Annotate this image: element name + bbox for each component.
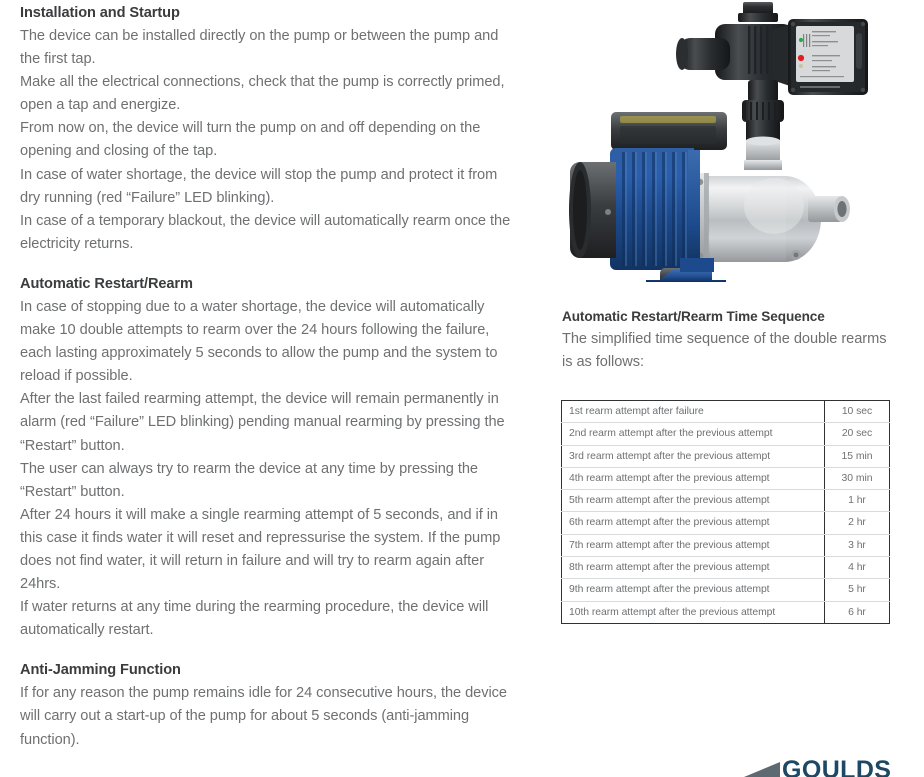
attempt-label-cell: 7th rearm attempt after the previous attempt [562, 534, 825, 556]
rearm-time-sequence-table-container [561, 400, 890, 624]
attempt-label-cell: 6th rearm attempt after the previous attempt [562, 512, 825, 534]
attempt-label-cell: 4th rearm attempt after the previous attempt [562, 467, 825, 489]
table-row [562, 557, 890, 579]
goulds-triangle-mark-icon [744, 762, 780, 777]
right-text-column [562, 308, 892, 375]
attempt-delay-cell: 1 hr [825, 490, 890, 512]
paragraph: Make all the electrical connections, check that the pump is correctly primed, open a tap and energize. [20, 74, 505, 114]
section-heading-automatic-restart-rearm-time-sequence: Automatic Restart/Rearm Time Sequence [562, 309, 825, 324]
attempt-label-cell: 2nd rearm attempt after the previous attempt [562, 423, 825, 445]
section-anti-jamming-function [20, 661, 520, 751]
left-text-column [20, 4, 520, 752]
section-installation-and-startup [20, 4, 520, 256]
attempt-label-cell: 1st rearm attempt after failure [562, 401, 825, 423]
attempt-label-cell: 10th rearm attempt after the previous attempt [569, 606, 776, 618]
table-row [562, 579, 890, 601]
table-row [562, 423, 890, 445]
section-heading-anti-jamming-function: Anti-Jamming Function [20, 662, 181, 679]
paragraph: In case of water shortage, the device will stop the pump and protect it from dry running (red “Failure” LED blinking). [20, 166, 498, 206]
table-row [562, 601, 890, 623]
table-row [562, 490, 890, 512]
paragraph: If water returns at any time during the rearming procedure, the device will automatically restart. [20, 599, 489, 639]
pump-with-pressure-controller-photo [560, 0, 924, 282]
section-heading-automatic-restart-rearm: Automatic Restart/Rearm [20, 275, 193, 292]
table-row [562, 512, 890, 534]
attempt-delay-cell: 2 hr [825, 512, 890, 534]
attempt-delay-cell: 20 sec [825, 423, 890, 445]
paragraph: In case of a temporary blackout, the device will automatically rearm once the electricity returns. [20, 212, 511, 252]
attempt-delay-cell: 6 hr [825, 601, 890, 623]
attempt-delay-cell: 5 hr [825, 579, 890, 601]
table-row [562, 467, 890, 489]
paragraph: The simplified time sequence of the double rearms is as follows: [562, 331, 887, 371]
attempt-delay-cell: 15 min [825, 445, 890, 467]
attempt-delay-cell: 3 hr [825, 534, 890, 556]
paragraph: In case of stopping due to a water shortage, the device will automatically make 10 double attempts to rearm over the 24 hours following the failure, each lasting approximately 5 seconds to allow the pump and the system to reload if possible. [20, 298, 498, 385]
attempt-delay-cell: 4 hr [825, 557, 890, 579]
attempt-label-cell: 3rd rearm attempt after the previous attempt [562, 445, 825, 467]
paragraph: From now on, the device will turn the pump on and off depending on the opening and closing of the tap. [20, 120, 481, 160]
attempt-delay-cell: 10 sec [825, 401, 890, 423]
attempt-label-cell: 8th rearm attempt after the previous attempt [562, 557, 825, 579]
section-heading-installation-and-startup: Installation and Startup [20, 5, 180, 21]
table-row [562, 534, 890, 556]
paragraph: The user can always try to rearm the device at any time by pressing the “Restart” button. [20, 460, 478, 500]
paragraph: If for any reason the pump remains idle for 24 consecutive hours, the device will carry out a start-up of the pump for about 5 seconds (anti-jamming function). [20, 685, 507, 748]
table-row [562, 401, 890, 423]
table-row [562, 445, 890, 467]
paragraph: After the last failed rearming attempt, the device will remain permanently in alarm (red “Failure” LED blinking) pending manual rearming by pressing the “Restart” button. [20, 391, 505, 454]
goulds-wordmark: GOULDS [782, 757, 892, 777]
attempt-label-cell: 5th rearm attempt after the previous attempt [562, 490, 825, 512]
attempt-delay-cell: 30 min [825, 467, 890, 489]
paragraph: The device can be installed directly on the pump or between the pump and the first tap. [20, 28, 499, 68]
goulds-logo [744, 757, 924, 777]
section-automatic-restart-rearm [20, 275, 520, 642]
paragraph: After 24 hours it will make a single rearming attempt of 5 seconds, and if in this case it finds water it will reset and repressurise the system. If the pump does not find water, it will return in failure and will try to rearm again after 24hrs. [20, 506, 501, 593]
rearm-time-sequence-table [561, 400, 890, 624]
attempt-label-cell: 9th rearm attempt after the previous attempt [562, 579, 825, 601]
